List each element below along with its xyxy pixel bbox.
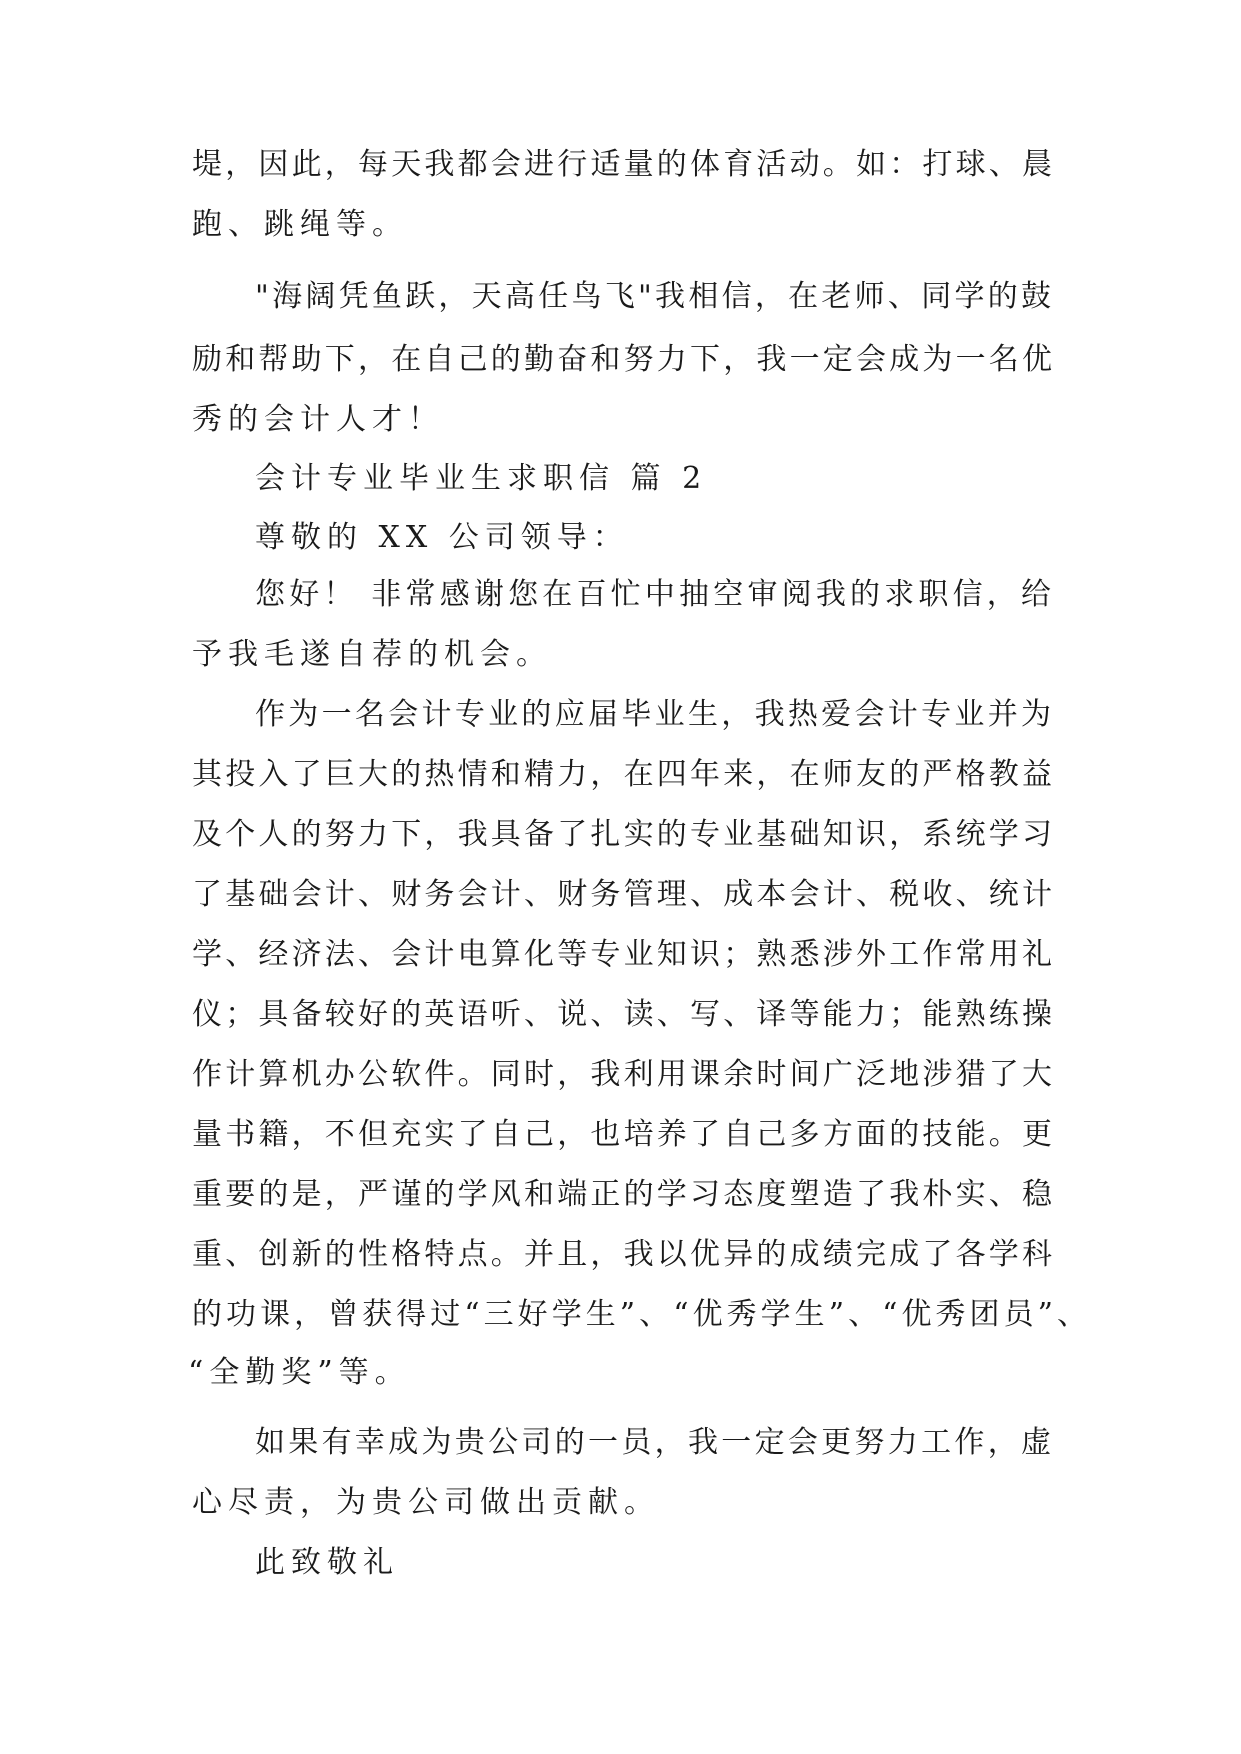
text-line: "海阔凭鱼跃，天高任鸟飞"我相信，在老师、同学的鼓 <box>255 279 1051 314</box>
text-line: 学、经济法、会计电算化等专业知识；熟悉涉外工作常用礼 <box>192 937 1052 972</box>
text-line: 秀的会计人才！ <box>192 402 444 437</box>
text-line: 予我毛遂自荐的机会。 <box>192 637 552 672</box>
text-line: 及个人的努力下，我具备了扎实的专业基础知识，系统学习 <box>192 817 1052 852</box>
text-line: 重要的是，严谨的学风和端正的学习态度塑造了我朴实、稳 <box>192 1177 1052 1212</box>
text-line: 仪；具备较好的英语听、说、读、写、译等能力；能熟练操 <box>192 997 1052 1032</box>
text-line: “全勤奖”等。 <box>188 1355 411 1390</box>
text-line: 的功课，曾获得过“三好学生”、“优秀学生”、“优秀团员”、 <box>192 1297 1087 1332</box>
text-line: 了基础会计、财务会计、财务管理、成本会计、税收、统计 <box>192 877 1052 912</box>
text-line: 重、创新的性格特点。并且，我以优异的成绩完成了各学科 <box>192 1237 1052 1272</box>
section-heading: 会计专业毕业生求职信 篇 2 <box>255 461 708 496</box>
text-line: 心尽责，为贵公司做出贡献。 <box>192 1485 660 1520</box>
text-line: 跑、跳绳等。 <box>192 207 408 242</box>
text-line: 励和帮助下，在自己的勤奋和努力下，我一定会成为一名优 <box>192 342 1052 377</box>
closing: 此致敬礼 <box>255 1545 399 1580</box>
text-line: 其投入了巨大的热情和精力，在四年来，在师友的严格教益 <box>192 757 1052 792</box>
text-line: 堤，因此，每天我都会进行适量的体育活动。如：打球、晨 <box>192 147 1052 182</box>
text-line: 如果有幸成为贵公司的一员，我一定会更努力工作，虚 <box>255 1425 1051 1460</box>
text-line: 量书籍，不但充实了自己，也培养了自己多方面的技能。更 <box>192 1117 1052 1152</box>
text-line: 作计算机办公软件。同时，我利用课余时间广泛地涉猎了大 <box>192 1057 1052 1092</box>
salutation: 尊敬的 XX 公司领导： <box>255 520 629 555</box>
text-line: 您好！ 非常感谢您在百忙中抽空审阅我的求职信，给 <box>255 577 1051 612</box>
text-line: 作为一名会计专业的应届毕业生，我热爱会计专业并为 <box>255 697 1051 732</box>
